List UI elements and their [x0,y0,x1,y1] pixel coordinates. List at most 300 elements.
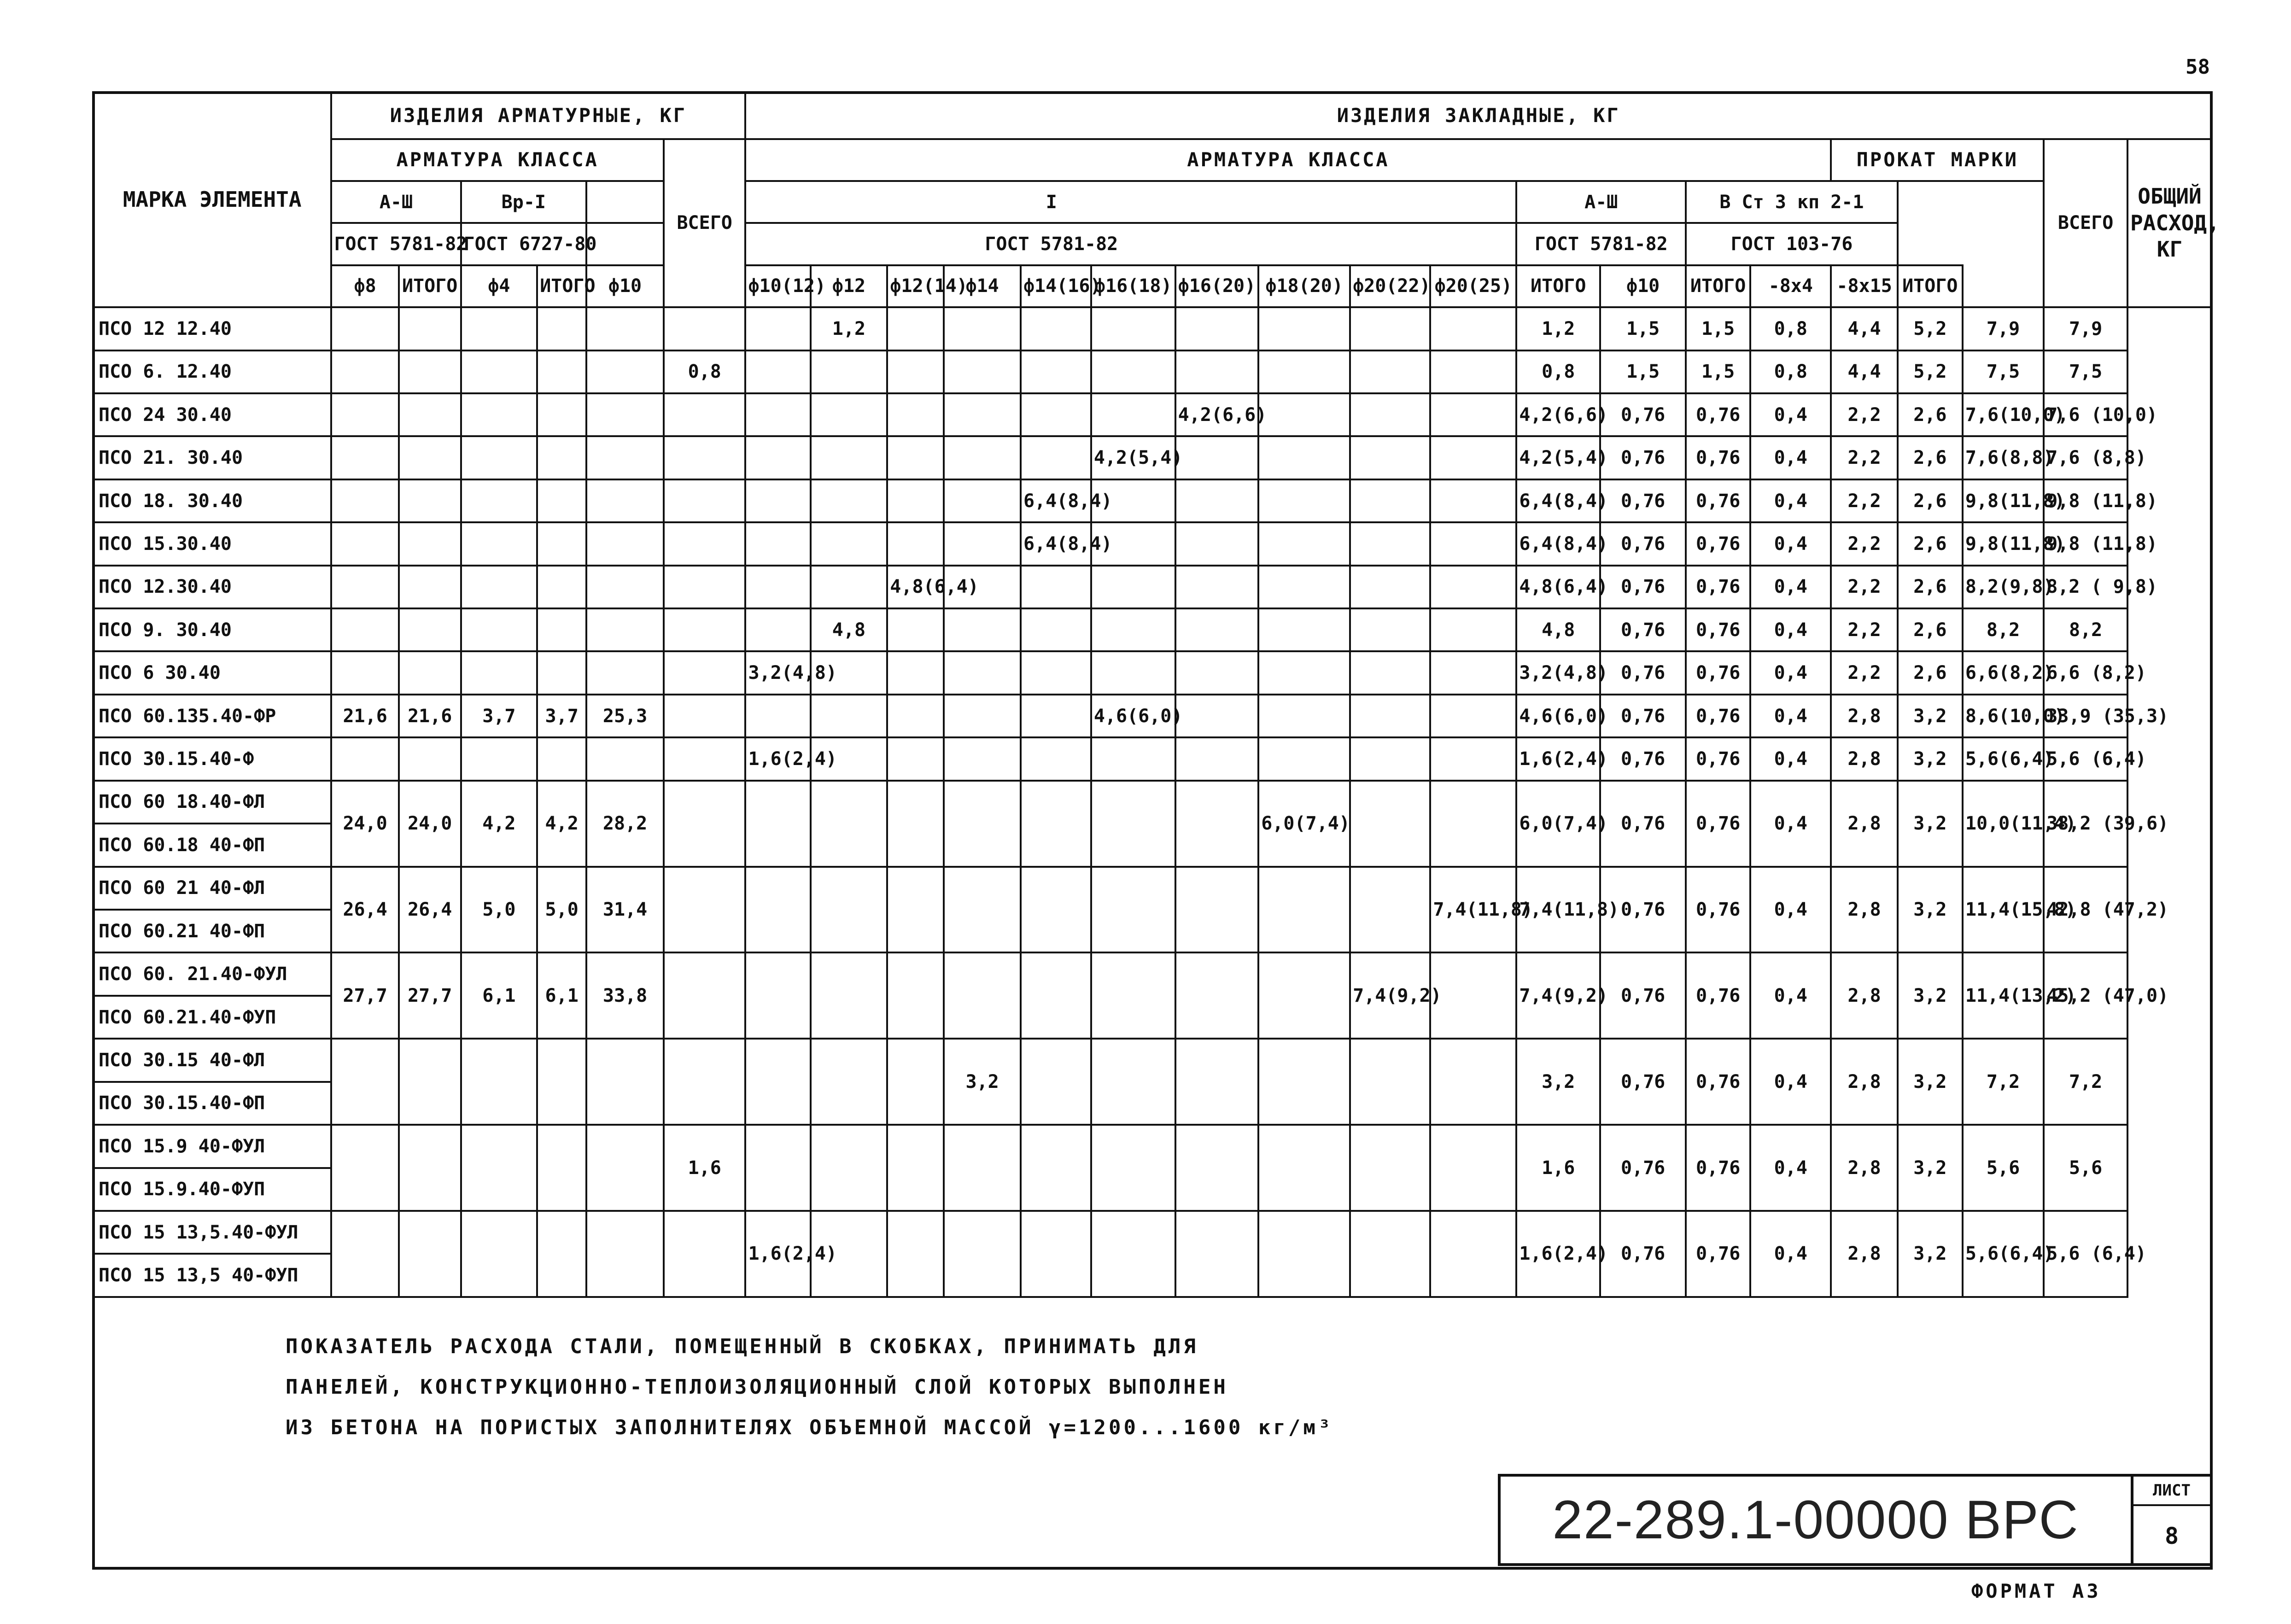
cell-embedded-itogo: 6,0(7,4) [1516,781,1600,867]
row-mark: ПСО 15 13,5.40-ФУЛ [93,1211,331,1254]
cell-a8 [331,522,398,565]
footnote-line: ИЗ БЕТОНА НА ПОРИСТЫХ ЗАПОЛНИТЕЛЯХ ОБЪЕМНОЙ МАССОЙ γ=1200...1600 кг/м³ [286,1416,1333,1439]
header-e-itogo: ИТОГО [1516,265,1600,307]
cell-a3-itogo: 0,76 [1686,436,1750,479]
cell-vi [537,651,586,694]
cell-rolled-0: 0,8 [1750,307,1831,350]
table-row [93,737,2212,780]
cell-overall: 7,6 (8,8) [2044,436,2127,479]
cell-overall: 6,6 (8,2) [2044,651,2127,694]
cell-vi [537,351,586,393]
cell-embedded-4: 3,2 [944,1039,1021,1125]
cell-embedded-2: 1,2 [811,307,888,350]
table-row [93,1125,2212,1168]
cell-embedded-6: 4,6(6,0) [1091,695,1175,737]
cell-embedded-10 [1430,781,1516,867]
cell-embedded-0 [664,695,746,737]
cell-embedded-10 [1430,1211,1516,1297]
cell-rolled-2: 5,2 [1898,307,1963,350]
cell-rolled-0: 0,4 [1750,781,1831,867]
cell-a3-d10: 0,76 [1600,1039,1686,1125]
cell-rolled-1: 2,2 [1831,436,1897,479]
header-p-itogo: ИТОГО [1898,265,1963,307]
cell-a8: 26,4 [331,867,398,953]
table-row [93,479,2212,522]
cell-embedded-2 [811,566,888,608]
table-row [93,781,2212,824]
cell-a3-itogo: 0,76 [1686,1125,1750,1211]
cell-embedded-8 [1258,351,1350,393]
cell-embedded-6 [1091,1125,1175,1211]
cell-embedded-4 [944,479,1021,522]
header-rolled-grade: ПРОКАТ МАРКИ [1831,139,2044,181]
cell-ai [399,351,461,393]
cell-embedded-10: 7,4(11,8) [1430,867,1516,953]
steel-consumption-table [92,91,2220,1298]
cell-a3-d10: 0,76 [1600,651,1686,694]
cell-embedded-8 [1258,952,1350,1039]
header-vr-d4: ф4 [461,265,538,307]
cell-a3-d10: 0,76 [1600,952,1686,1039]
row-mark: ПСО 60 18.40-ФЛ [93,781,331,824]
row-mark: ПСО 12 12.40 [93,307,331,350]
cell-embedded-itogo: 4,8 [1516,608,1600,651]
cell-embedded-7 [1175,1125,1259,1211]
cell-embedded-10 [1430,695,1516,737]
cell-t [586,1211,664,1297]
cell-rolled-2: 2,6 [1898,566,1963,608]
cell-ai [399,1039,461,1125]
cell-a8 [331,1125,398,1211]
cell-v4 [461,737,538,780]
table-row [93,307,2212,350]
cell-embedded-2: 4,8 [811,608,888,651]
cell-a8 [331,651,398,694]
cell-embedded-9 [1350,351,1430,393]
cell-embedded-7 [1175,566,1259,608]
cell-embedded-0 [664,393,746,436]
cell-embedded-0 [664,737,746,780]
cell-v4 [461,1125,538,1211]
cell-embedded-1 [745,566,810,608]
cell-embedded-5 [1021,867,1091,953]
cell-overall: 7,5 [2044,351,2127,393]
cell-embedded-5 [1021,695,1091,737]
cell-embedded-6 [1091,952,1175,1039]
header-overall: ОБЩИЙ РАСХОД, КГ [2127,139,2212,308]
header-embedded-products: ИЗДЕЛИЯ ЗАКЛАДНЫЕ, КГ [745,92,2212,139]
cell-embedded-3 [887,781,944,867]
cell-embedded-6 [1091,608,1175,651]
cell-embedded-total: 6,6(8,2) [1963,651,2044,694]
cell-vi [537,307,586,350]
cell-a3-d10: 1,5 [1600,307,1686,350]
cell-embedded-7 [1175,1039,1259,1125]
cell-embedded-itogo: 3,2(4,8) [1516,651,1600,694]
cell-embedded-1 [745,393,810,436]
cell-embedded-10 [1430,436,1516,479]
cell-embedded-9 [1350,436,1430,479]
row-mark: ПСО 18. 30.40 [93,479,331,522]
cell-ai [399,522,461,565]
cell-embedded-4 [944,1125,1021,1211]
cell-ai [399,608,461,651]
cell-overall: 5,6 (6,4) [2044,1211,2127,1297]
cell-overall: 7,2 [2044,1039,2127,1125]
cell-embedded-2 [811,952,888,1039]
row-mark: ПСО 60.21.40-ФУП [93,996,331,1039]
cell-a3-itogo: 0,76 [1686,608,1750,651]
cell-embedded-total: 10,0(11,4) [1963,781,2044,867]
cell-embedded-itogo: 4,6(6,0) [1516,695,1600,737]
cell-overall: 8,2 ( 9,8) [2044,566,2127,608]
cell-embedded-7: 4,2(6,6) [1175,393,1259,436]
cell-a3-d10: 0,76 [1600,1211,1686,1297]
cell-embedded-10 [1430,522,1516,565]
cell-t [586,307,664,350]
header-e-d10-12: ф10(12) [745,265,810,307]
cell-embedded-9 [1350,737,1430,780]
cell-t [586,479,664,522]
cell-rolled-0: 0,4 [1750,952,1831,1039]
cell-embedded-4 [944,522,1021,565]
cell-embedded-itogo: 7,4(9,2) [1516,952,1600,1039]
cell-embedded-9 [1350,1211,1430,1297]
cell-a8: 27,7 [331,952,398,1039]
cell-embedded-3 [887,1211,944,1297]
header-class-1: I [586,181,1516,223]
cell-embedded-1 [745,479,810,522]
cell-a3-itogo: 0,76 [1686,1211,1750,1297]
cell-rolled-1: 2,8 [1831,952,1897,1039]
header-e-d20-25: ф20(25) [1430,265,1516,307]
cell-embedded-3 [887,737,944,780]
cell-embedded-5 [1021,566,1091,608]
cell-a3-itogo: 1,5 [1686,351,1750,393]
page-number: 58 [2186,55,2210,79]
cell-ai: 26,4 [399,867,461,953]
cell-embedded-8 [1258,867,1350,953]
cell-a3-itogo: 0,76 [1686,651,1750,694]
row-mark: ПСО 15.9 40-ФУЛ [93,1125,331,1168]
cell-embedded-10 [1430,737,1516,780]
header-embedded-total: ВСЕГО [2044,139,2127,308]
table-row [93,393,2212,436]
cell-embedded-1 [745,522,810,565]
cell-embedded-4 [944,651,1021,694]
cell-embedded-8 [1258,393,1350,436]
cell-embedded-6 [1091,1211,1175,1297]
cell-embedded-2 [811,1039,888,1125]
cell-embedded-1 [745,1039,810,1125]
cell-embedded-6 [1091,867,1175,953]
cell-rolled-2: 3,2 [1898,952,1963,1039]
cell-a3-d10: 0,76 [1600,867,1686,953]
cell-embedded-itogo: 1,6 [1516,1125,1600,1211]
cell-embedded-4 [944,952,1021,1039]
header-reinforcement-products: ИЗДЕЛИЯ АРМАТУРНЫЕ, КГ [331,92,745,139]
cell-embedded-3 [887,307,944,350]
cell-embedded-4 [944,351,1021,393]
cell-embedded-6 [1091,307,1175,350]
table-row [93,952,2212,995]
cell-embedded-8 [1258,1125,1350,1211]
cell-vi [537,737,586,780]
cell-overall: 5,6 (6,4) [2044,737,2127,780]
row-mark: ПСО 60. 21.40-ФУЛ [93,952,331,995]
cell-t [586,651,664,694]
cell-embedded-1: 3,2(4,8) [745,651,810,694]
footnote-line: ПАНЕЛЕЙ, КОНСТРУКЦИОННО-ТЕПЛОИЗОЛЯЦИОННЫЙ СЛОЙ КОТОРЫХ ВЫПОЛНЕН [286,1375,1228,1399]
cell-embedded-4 [944,737,1021,780]
cell-a8 [331,479,398,522]
cell-v4 [461,522,538,565]
header-e-d16-18: ф16(18) [1091,265,1175,307]
cell-embedded-1: 1,6(2,4) [745,1211,810,1297]
cell-ai [399,436,461,479]
cell-embedded-5 [1021,608,1091,651]
cell-overall: 7,6 (10,0) [2044,393,2127,436]
header-gost-5781-class1: ГОСТ 5781-82 [586,223,1516,265]
cell-embedded-9 [1350,307,1430,350]
cell-embedded-total: 11,4(13,2) [1963,952,2044,1039]
table-row [93,566,2212,608]
cell-embedded-itogo: 1,6(2,4) [1516,737,1600,780]
cell-t [586,436,664,479]
row-mark: ПСО 30.15 40-ФЛ [93,1039,331,1081]
cell-embedded-2 [811,695,888,737]
cell-embedded-8 [1258,566,1350,608]
cell-embedded-3 [887,1125,944,1211]
cell-ai [399,393,461,436]
table-row [93,867,2212,910]
row-mark: ПСО 12.30.40 [93,566,331,608]
cell-embedded-10 [1430,393,1516,436]
cell-embedded-8 [1258,695,1350,737]
cell-a8 [331,436,398,479]
cell-rolled-1: 2,2 [1831,566,1897,608]
cell-embedded-total: 9,8(11,8) [1963,522,2044,565]
cell-rolled-1: 2,8 [1831,867,1897,953]
cell-embedded-total: 5,6(6,4) [1963,737,2044,780]
cell-embedded-1 [745,695,810,737]
header-e-d20-22: ф20(22) [1350,265,1430,307]
cell-ai [399,479,461,522]
cell-rolled-0: 0,4 [1750,1211,1831,1297]
table-row [93,695,2212,737]
cell-rolled-1: 2,2 [1831,608,1897,651]
cell-embedded-8 [1258,608,1350,651]
cell-embedded-10 [1430,952,1516,1039]
cell-rolled-1: 2,2 [1831,522,1897,565]
cell-t: 25,3 [586,695,664,737]
cell-embedded-6 [1091,781,1175,867]
cell-rolled-1: 2,2 [1831,393,1897,436]
row-mark: ПСО 6 30.40 [93,651,331,694]
cell-embedded-0: 0,8 [664,351,746,393]
cell-embedded-9 [1350,1125,1430,1211]
cell-embedded-itogo: 4,2(5,4) [1516,436,1600,479]
cell-ai [399,737,461,780]
cell-embedded-1 [745,867,810,953]
cell-embedded-itogo: 7,4(11,8) [1516,867,1600,953]
header-vr-itogo: ИТОГО [537,265,586,307]
cell-embedded-8 [1258,1211,1350,1297]
header-a3-embedded-itogo: ИТОГО [1686,265,1750,307]
cell-vi [537,1039,586,1125]
header-steel-grade: В Ст 3 кп 2-1 [1686,181,1898,223]
cell-embedded-total: 7,2 [1963,1039,2044,1125]
cell-embedded-2 [811,351,888,393]
cell-vi [537,566,586,608]
cell-rolled-0: 0,4 [1750,608,1831,651]
cell-a3-itogo: 0,76 [1686,952,1750,1039]
header-a3-d8: ф8 [331,265,398,307]
cell-rolled-0: 0,4 [1750,393,1831,436]
cell-embedded-2 [811,522,888,565]
cell-vi [537,608,586,651]
header-class-a3: А-Ш [331,181,461,223]
header-embedded-rebar-class: АРМАТУРА КЛАССА [745,139,1831,181]
cell-rolled-1: 2,8 [1831,1211,1897,1297]
row-mark: ПСО 15.30.40 [93,522,331,565]
header-class-vr1: Вр-I [461,181,587,223]
cell-embedded-10 [1430,1039,1516,1125]
cell-a3-d10: 0,76 [1600,695,1686,737]
cell-embedded-0 [664,307,746,350]
cell-embedded-7 [1175,479,1259,522]
cell-a3-itogo: 0,76 [1686,737,1750,780]
cell-embedded-5 [1021,393,1091,436]
cell-embedded-4 [944,608,1021,651]
cell-embedded-3 [887,1039,944,1125]
cell-embedded-9 [1350,695,1430,737]
cell-t: 31,4 [586,867,664,953]
cell-embedded-9 [1350,608,1430,651]
cell-t [586,608,664,651]
cell-embedded-0 [664,608,746,651]
cell-embedded-itogo: 6,4(8,4) [1516,479,1600,522]
cell-embedded-5 [1021,781,1091,867]
cell-rolled-2: 2,6 [1898,436,1963,479]
header-a3-d10: ф10 [1600,265,1686,307]
cell-rolled-0: 0,4 [1750,566,1831,608]
cell-embedded-3 [887,952,944,1039]
cell-a3-itogo: 1,5 [1686,307,1750,350]
cell-embedded-7 [1175,436,1259,479]
sheet-label: ЛИСТ [2133,1477,2210,1506]
cell-embedded-total: 9,8(11,8) [1963,479,2044,522]
cell-a8 [331,566,398,608]
cell-embedded-1: 1,6(2,4) [745,737,810,780]
cell-embedded-3 [887,479,944,522]
cell-embedded-10 [1430,608,1516,651]
row-mark: ПСО 15.9.40-ФУП [93,1168,331,1211]
header-rebar-class: АРМАТУРА КЛАССА [331,139,664,181]
cell-a3-d10: 0,76 [1600,737,1686,780]
cell-embedded-9 [1350,651,1430,694]
cell-embedded-total: 5,6(6,4) [1963,1211,2044,1297]
cell-embedded-total: 5,6 [1963,1125,2044,1211]
cell-embedded-4 [944,393,1021,436]
cell-embedded-7 [1175,522,1259,565]
cell-embedded-0 [664,781,746,867]
cell-embedded-0 [664,1039,746,1125]
table-row [93,1039,2212,1081]
table-row [93,522,2212,565]
cell-embedded-5 [1021,651,1091,694]
cell-embedded-5 [1021,436,1091,479]
cell-v4: 6,1 [461,952,538,1039]
cell-embedded-7 [1175,307,1259,350]
cell-embedded-itogo: 1,2 [1516,307,1600,350]
cell-a8 [331,393,398,436]
cell-ai [399,307,461,350]
cell-rolled-1: 2,2 [1831,479,1897,522]
cell-embedded-7 [1175,952,1259,1039]
cell-embedded-4 [944,695,1021,737]
title-block [1498,1474,2133,1566]
header-e-d14-16: ф14(16) [1021,265,1091,307]
cell-embedded-1 [745,608,810,651]
cell-vi [537,522,586,565]
cell-embedded-2 [811,1125,888,1211]
cell-vi [537,393,586,436]
cell-embedded-4 [944,781,1021,867]
document-code: 22-289.1-00000 ВРС [1552,1490,2079,1550]
header-gost-5781: ГОСТ 5781-82 [331,223,461,265]
cell-rolled-2: 3,2 [1898,781,1963,867]
cell-v4: 5,0 [461,867,538,953]
cell-embedded-0: 1,6 [664,1125,746,1211]
row-mark: ПСО 60.18 40-ФП [93,824,331,866]
cell-rolled-0: 0,4 [1750,867,1831,953]
table-row [93,651,2212,694]
cell-ai [399,566,461,608]
cell-embedded-7 [1175,608,1259,651]
cell-embedded-4 [944,307,1021,350]
row-mark: ПСО 60.21 40-ФП [93,910,331,952]
cell-embedded-3 [887,522,944,565]
cell-embedded-8 [1258,651,1350,694]
cell-embedded-6 [1091,1039,1175,1125]
row-mark: ПСО 21. 30.40 [93,436,331,479]
cell-embedded-8 [1258,737,1350,780]
footnote-line: ПОКАЗАТЕЛЬ РАСХОДА СТАЛИ, ПОМЕЩЕННЫЙ В СКОБКАХ, ПРИНИМАТЬ ДЛЯ [286,1335,1198,1358]
cell-rolled-1: 4,4 [1831,351,1897,393]
cell-a3-itogo: 0,76 [1686,393,1750,436]
table-row [93,608,2212,651]
row-mark: ПСО 6. 12.40 [93,351,331,393]
cell-embedded-5 [1021,737,1091,780]
cell-vi: 3,7 [537,695,586,737]
cell-embedded-9 [1350,522,1430,565]
cell-embedded-0 [664,566,746,608]
cell-rolled-2: 3,2 [1898,737,1963,780]
cell-overall: 45,2 (47,0) [2044,952,2127,1039]
cell-v4 [461,566,538,608]
cell-embedded-3 [887,351,944,393]
header-e-d12-14: ф12(14) [887,265,944,307]
cell-v4 [461,1039,538,1125]
cell-rolled-1: 2,8 [1831,737,1897,780]
cell-embedded-1 [745,351,810,393]
cell-ai: 27,7 [399,952,461,1039]
cell-embedded-itogo: 4,2(6,6) [1516,393,1600,436]
cell-embedded-2 [811,867,888,953]
cell-rolled-0: 0,4 [1750,695,1831,737]
cell-embedded-6 [1091,393,1175,436]
